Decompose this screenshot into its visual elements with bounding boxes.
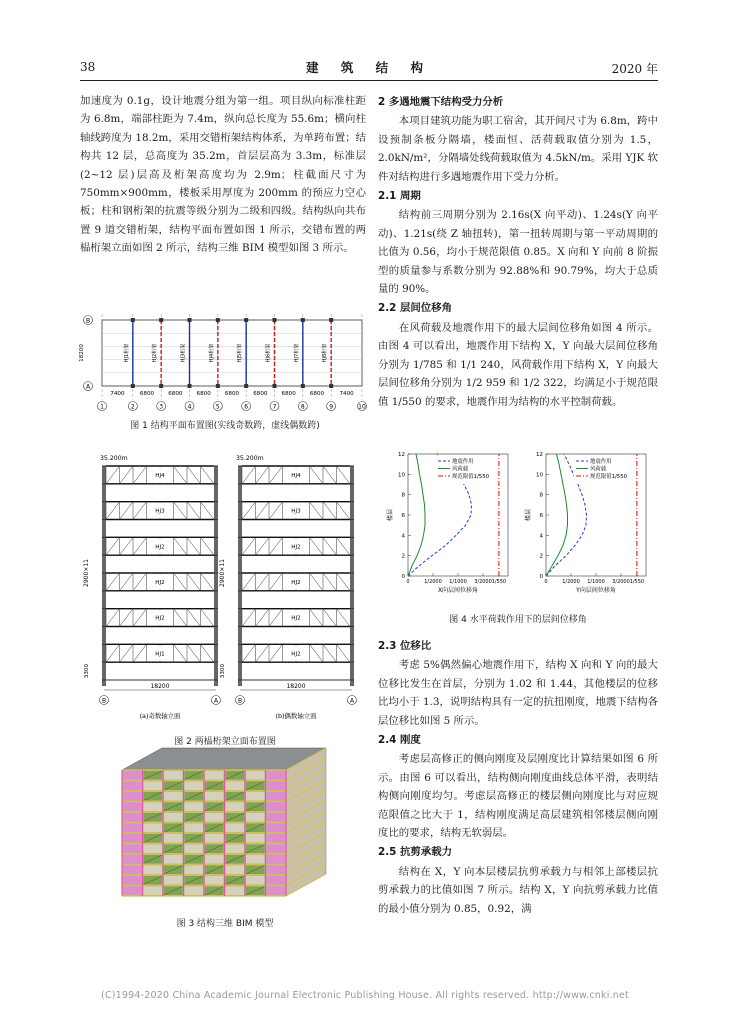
model-bay-panel bbox=[144, 824, 163, 833]
truss-diagonal bbox=[256, 644, 270, 662]
y-tick-label: 10 bbox=[398, 472, 405, 479]
legend-label: 风荷载 bbox=[452, 466, 469, 473]
column-mark bbox=[273, 318, 277, 322]
page-number: 38 bbox=[80, 60, 96, 74]
truss-diagonal bbox=[337, 502, 351, 520]
elevation-column bbox=[102, 466, 106, 686]
truss-diagonal bbox=[242, 573, 256, 591]
model-bay-panel bbox=[164, 855, 183, 864]
model-bay-panel bbox=[267, 824, 286, 833]
truss-diagonal bbox=[310, 537, 324, 555]
column-mark bbox=[244, 318, 248, 322]
truss-label: HJ8桁架 bbox=[322, 343, 329, 363]
column-mark bbox=[329, 318, 333, 322]
model-bay-panel bbox=[123, 887, 142, 896]
y-tick-label: 0 bbox=[401, 574, 405, 580]
truss-diagonal bbox=[337, 573, 351, 591]
span-dimension: 6800 bbox=[281, 391, 296, 397]
column-mark bbox=[301, 318, 305, 322]
model-bay-panel bbox=[205, 771, 224, 780]
model-bay-panel bbox=[246, 792, 265, 801]
truss-diagonal bbox=[120, 537, 134, 555]
model-bay-panel bbox=[246, 813, 265, 822]
axis-number: 1 bbox=[100, 403, 104, 411]
column-mark bbox=[301, 384, 305, 388]
truss-id-label: HJ3 bbox=[155, 508, 165, 515]
truss-diagonal bbox=[106, 466, 120, 484]
model-bay-panel bbox=[123, 876, 142, 885]
truss-diagonal bbox=[201, 466, 215, 484]
model-bay-panel bbox=[226, 824, 245, 833]
truss-diagonal bbox=[323, 573, 337, 591]
paragraph: 加速度为 0.1g，设计地震分组为第一组。项目纵向标准柱距为 6.8m，端部柱距为 7.4m，纵向总长度为 55.6m；横向柱轴线跨度为 18.2m，采用交错桁架结构体系，为单跨布置；结构共 12 层，总高度为 35.2m，首层层高为 3.3m，标准层(2~12 层)层高及桁架高度均为 2.9m；柱截面尺寸为 750mm×900mm，楼板采用厚度为 200mm 的预应力空心板；柱和钢桁架的抗震等级分别为二级和四级。结构纵向共布置 9 道交错桁架，结构平面布置如图 1 所示，交错布置的两榀桁架立面如图 2 所示，结构三维 BIM 模型如图 3 所示。 bbox=[80, 95, 366, 255]
span-dimension: 6800 bbox=[253, 391, 268, 397]
legend-label: 风荷载 bbox=[590, 466, 607, 473]
truss-diagonal bbox=[269, 609, 283, 627]
truss-diagonal bbox=[310, 573, 324, 591]
model-bay-panel bbox=[267, 782, 286, 791]
truss-diagonal bbox=[133, 609, 147, 627]
figure-3-bim-model bbox=[110, 754, 340, 906]
axis-number: 2 bbox=[130, 403, 135, 411]
truss-diagonal bbox=[201, 573, 215, 591]
right-column-top bbox=[378, 92, 658, 411]
truss-id-label: HJ4 bbox=[155, 472, 165, 479]
truss-id-label: HJ2 bbox=[291, 544, 301, 551]
span-dimension: 6800 bbox=[196, 391, 211, 397]
figure-2-caption: 图 2 两榀桁架立面布置图 bbox=[174, 737, 276, 747]
elevation-top-label: 35.200m bbox=[236, 455, 264, 462]
truss-diagonal bbox=[323, 644, 337, 662]
x-axis-label: Y向层间位移角 bbox=[576, 587, 616, 594]
y-tick-label: 8 bbox=[539, 492, 543, 499]
x-tick-label: 0 bbox=[544, 579, 548, 585]
truss-diagonal bbox=[256, 537, 270, 555]
truss-diagonal bbox=[323, 537, 337, 555]
truss-diagonal bbox=[174, 466, 188, 484]
truss-diagonal bbox=[256, 609, 270, 627]
right-column-bottom bbox=[378, 636, 658, 918]
truss-diagonal bbox=[120, 466, 134, 484]
elevation-column bbox=[238, 466, 242, 686]
model-bay-panel bbox=[185, 866, 204, 875]
x-tick-label: 1/550 bbox=[629, 579, 645, 585]
elevation-subcaption: (a)奇数轴立面 bbox=[139, 712, 181, 720]
elevation-subcaption: (b)偶数轴立面 bbox=[275, 712, 317, 720]
truss-id-label: HJ2 bbox=[155, 579, 165, 586]
model-bay-panel bbox=[164, 876, 183, 885]
truss-diagonal bbox=[242, 644, 256, 662]
truss-diagonal bbox=[187, 644, 201, 662]
axis-number: 9 bbox=[329, 403, 334, 411]
model-bay-panel bbox=[164, 792, 183, 801]
truss-diagonal bbox=[201, 502, 215, 520]
model-bay-panel bbox=[123, 771, 142, 780]
model-bay-panel bbox=[226, 866, 245, 875]
x-tick-label: 1/1000 bbox=[587, 579, 605, 585]
column-mark bbox=[131, 318, 135, 322]
truss-diagonal bbox=[242, 609, 256, 627]
y-tick-label: 12 bbox=[536, 452, 543, 458]
span-dimension: 6800 bbox=[168, 391, 183, 397]
truss-diagonal bbox=[187, 537, 201, 555]
truss-id-label: HJ2 bbox=[291, 615, 301, 622]
model-bay-panel bbox=[205, 792, 224, 801]
column-mark bbox=[131, 384, 135, 388]
truss-diagonal bbox=[269, 466, 283, 484]
model-bay-panel bbox=[205, 855, 224, 864]
x-tick-label: 1/2000 bbox=[562, 579, 580, 585]
model-bay-panel bbox=[123, 813, 142, 822]
model-bay-panel bbox=[205, 813, 224, 822]
model-bay-panel bbox=[246, 771, 265, 780]
truss-diagonal bbox=[337, 466, 351, 484]
y-tick-label: 4 bbox=[539, 533, 543, 540]
elevation-side-dim: 2900×11 bbox=[219, 559, 226, 587]
model-bay-panel bbox=[123, 866, 142, 875]
model-bay-panel bbox=[123, 834, 142, 843]
truss-label: HJ7桁架 bbox=[293, 343, 300, 363]
x-tick-label: 0 bbox=[406, 579, 410, 585]
truss-diagonal bbox=[269, 573, 283, 591]
elevation-column bbox=[350, 466, 354, 686]
model-bay-panel bbox=[226, 887, 245, 896]
model-bay-panel bbox=[144, 887, 163, 896]
truss-diagonal bbox=[269, 537, 283, 555]
section-heading: 2 多遇地震下结构受力分析 bbox=[378, 96, 504, 108]
truss-diagonal bbox=[337, 644, 351, 662]
y-axis-label: 楼层 bbox=[525, 508, 532, 522]
left-column bbox=[80, 92, 366, 258]
paragraph: 本项目建筑功能为职工宿舍，其开间尺寸为 6.8m，跨中设预制条板分隔墙，楼面恒、活荷载取值分别为 1.5，2.0kN/m²，分隔墙处线荷载取值为 4.5kN/m。采用 YJK 软件对结构进行多遇地震作用下受力分析。 bbox=[378, 115, 658, 183]
paragraph: 结构在 X，Y 向本层楼层抗剪承载力与相邻上部楼层抗剪承载力的比值如图 7 所示。结构 X，Y 向抗剪承载力比值的最小值分别为 0.85，0.92，满 bbox=[378, 865, 658, 915]
model-bay-panel bbox=[164, 771, 183, 780]
model-bay-panel bbox=[267, 855, 286, 864]
model-bay-panel bbox=[246, 834, 265, 843]
truss-diagonal bbox=[133, 466, 147, 484]
y-tick-label: 2 bbox=[539, 553, 543, 560]
model-bay-panel bbox=[144, 782, 163, 791]
column-mark bbox=[188, 384, 192, 388]
x-tick-label: 1/550 bbox=[491, 579, 507, 585]
truss-diagonal bbox=[106, 537, 120, 555]
legend-label: 规范限值1/550 bbox=[452, 474, 490, 480]
truss-label: HJ5桁架 bbox=[237, 343, 244, 363]
truss-diagonal bbox=[256, 573, 270, 591]
truss-diagonal bbox=[242, 537, 256, 555]
truss-label: HJ2桁架 bbox=[152, 343, 159, 363]
axis-letter: B bbox=[237, 697, 243, 705]
model-bay-panel bbox=[123, 792, 142, 801]
truss-diagonal bbox=[174, 502, 188, 520]
truss-diagonal bbox=[310, 466, 324, 484]
truss-diagonal bbox=[323, 609, 337, 627]
legend-label: 规范限值1/550 bbox=[590, 474, 628, 480]
truss-diagonal bbox=[120, 644, 134, 662]
axis-number: 8 bbox=[300, 403, 305, 411]
paragraph: 考虑层高修正的侧向刚度及层刚度比计算结果如图 6 所示。由图 6 可以看出，结构侧向刚度曲线总体平滑，表明结构侧向刚度均匀。考虑层高修正的楼层侧向刚度比与对应规范限值之比大于 1，结构刚度满足高层建筑相邻楼层侧向刚度比的要求，结构无软弱层。 bbox=[378, 753, 658, 840]
elevation-side-dim: 2900×11 bbox=[83, 559, 90, 587]
truss-diagonal bbox=[201, 537, 215, 555]
column-mark bbox=[273, 384, 277, 388]
model-bay-panel bbox=[185, 845, 204, 854]
model-bay-panel bbox=[267, 792, 286, 801]
truss-diagonal bbox=[133, 537, 147, 555]
truss-diagonal bbox=[187, 573, 201, 591]
truss-diagonal bbox=[174, 644, 188, 662]
model-bay-panel bbox=[185, 782, 204, 791]
paragraph: 考虑 5%偶然偏心地震作用下，结构 X 向和 Y 向的最大位移比发生在首层，分别为 1.02 和 1.44，其他楼层的位移比均小于 1.3，说明结构具有一定的抗扭刚度，地震下结构各层位移比如图 5 所示。 bbox=[378, 659, 658, 727]
truss-diagonal bbox=[187, 502, 201, 520]
legend-label: 地震作用 bbox=[452, 459, 474, 465]
header-rule bbox=[80, 80, 658, 81]
truss-id-label: HJ3 bbox=[291, 508, 301, 515]
truss-diagonal bbox=[120, 609, 134, 627]
row-label: B bbox=[85, 317, 91, 325]
y-tick-label: 8 bbox=[401, 492, 405, 499]
model-bay-panel bbox=[164, 813, 183, 822]
y-tick-label: 4 bbox=[401, 533, 405, 540]
model-bay-panel bbox=[267, 813, 286, 822]
column-mark bbox=[216, 384, 220, 388]
span-dimension: 7400 bbox=[110, 391, 125, 397]
truss-diagonal bbox=[337, 609, 351, 627]
legend-label: 地震作用 bbox=[590, 459, 612, 465]
column-mark bbox=[216, 318, 220, 322]
truss-label: HJ3桁架 bbox=[180, 343, 187, 363]
x-tick-label: 3/2000 bbox=[474, 579, 492, 585]
truss-diagonal bbox=[323, 466, 337, 484]
elevation-base-dim: 3300 bbox=[84, 663, 90, 679]
model-bay-panel bbox=[246, 876, 265, 885]
paragraph: 在风荷载及地震作用下的最大层间位移角如图 4 所示。由图 4 可以看出，地震作用下结构 X，Y 向最大层间位移角分别为 1/785 和 1/1 240，风荷载作用下结构 X，Y 向最大层间位移角分别为 1/2 959 和 1/2 322，均满足小于规范限值 1/550 的要求，地震作用为结构的水平控制荷载。 bbox=[378, 321, 658, 408]
model-bay-panel bbox=[267, 876, 286, 885]
truss-id-label: HJ2 bbox=[155, 615, 165, 622]
column-mark bbox=[244, 384, 248, 388]
truss-diagonal bbox=[269, 502, 283, 520]
section-heading: 2.1 周期 bbox=[378, 190, 421, 203]
section-heading: 2.4 刚度 bbox=[378, 734, 421, 747]
model-bay-panel bbox=[123, 782, 142, 791]
truss-diagonal bbox=[201, 609, 215, 627]
truss-diagonal bbox=[133, 644, 147, 662]
model-bay-panel bbox=[267, 834, 286, 843]
model-bay-panel bbox=[205, 834, 224, 843]
truss-diagonal bbox=[201, 644, 215, 662]
y-tick-label: 12 bbox=[398, 452, 405, 458]
x-axis-label: X向层间位移角 bbox=[437, 587, 479, 594]
axis-number: 4 bbox=[187, 403, 192, 411]
model-bay-panel bbox=[123, 824, 142, 833]
truss-diagonal bbox=[106, 609, 120, 627]
truss-label: HJ4桁架 bbox=[208, 343, 215, 363]
elevation-column bbox=[214, 466, 218, 686]
truss-diagonal bbox=[106, 573, 120, 591]
truss-diagonal bbox=[120, 573, 134, 591]
column-mark bbox=[159, 318, 163, 322]
axis-letter: A bbox=[213, 697, 219, 705]
truss-diagonal bbox=[242, 502, 256, 520]
section-heading: 2.3 位移比 bbox=[378, 640, 432, 652]
journal-year: 2020 年 bbox=[611, 62, 658, 76]
truss-diagonal bbox=[174, 609, 188, 627]
truss-diagonal bbox=[256, 466, 270, 484]
y-tick-label: 6 bbox=[539, 513, 543, 519]
truss-diagonal bbox=[133, 573, 147, 591]
width-dimension: 18200 bbox=[79, 344, 85, 362]
column-mark bbox=[159, 384, 163, 388]
model-bay-panel bbox=[205, 876, 224, 885]
x-tick-label: 3/2000 bbox=[612, 579, 630, 585]
model-bay-panel bbox=[267, 845, 286, 854]
truss-diagonal bbox=[106, 502, 120, 520]
figure-4-caption: 图 4 水平荷载作用下的层间位移角 bbox=[449, 615, 587, 625]
figure-4-charts bbox=[378, 446, 658, 604]
truss-diagonal bbox=[242, 466, 256, 484]
journal-title: 建 筑 结 构 bbox=[305, 60, 433, 75]
truss-id-label: HJ1 bbox=[155, 651, 165, 658]
truss-diagonal bbox=[106, 644, 120, 662]
x-tick-label: 1/1000 bbox=[449, 579, 467, 585]
model-bay-panel bbox=[226, 845, 245, 854]
y-tick-label: 6 bbox=[401, 513, 405, 519]
model-bay-panel bbox=[185, 887, 204, 896]
axis-letter: A bbox=[349, 697, 355, 705]
truss-diagonal bbox=[174, 537, 188, 555]
model-bay-panel bbox=[144, 845, 163, 854]
figure-1-caption: 图 1 结构平面布置图(实线奇数跨，虚线偶数跨) bbox=[130, 421, 320, 431]
span-dimension: 6800 bbox=[224, 391, 240, 397]
model-bay-panel bbox=[185, 824, 204, 833]
truss-diagonal bbox=[310, 502, 324, 520]
truss-diagonal bbox=[120, 502, 134, 520]
span-dimension: 6800 bbox=[139, 391, 155, 397]
y-tick-label: 10 bbox=[536, 472, 543, 479]
width-dimension: 18200 bbox=[150, 683, 170, 690]
truss-label: HJ1桁架 bbox=[123, 343, 130, 363]
column-mark bbox=[329, 384, 333, 388]
axis-number: 6 bbox=[244, 403, 249, 411]
model-bay-panel bbox=[226, 803, 245, 812]
model-bay-panel bbox=[123, 845, 142, 854]
row-label: A bbox=[85, 383, 91, 391]
model-bay-panel bbox=[123, 803, 142, 812]
model-bay-panel bbox=[144, 803, 163, 812]
figure-2-elevations bbox=[80, 452, 370, 730]
model-bay-panel bbox=[123, 855, 142, 864]
axis-number: 5 bbox=[215, 403, 220, 411]
model-bay-panel bbox=[267, 866, 286, 875]
copyright-footer: (C)1994-2020 China Academic Journal Electronic Publishing House. All rights reserved. http://www.cnki.net bbox=[101, 990, 629, 1001]
truss-diagonal bbox=[256, 502, 270, 520]
truss-diagonal bbox=[187, 466, 201, 484]
axis-number: 3 bbox=[159, 403, 164, 411]
elevation-top-label: 35.200m bbox=[100, 455, 128, 462]
truss-id-label: HJ2 bbox=[291, 651, 301, 658]
y-tick-label: 0 bbox=[539, 574, 543, 580]
span-dimension: 7400 bbox=[339, 391, 354, 397]
model-bay-panel bbox=[226, 782, 245, 791]
truss-diagonal bbox=[337, 537, 351, 555]
model-bay-panel bbox=[267, 803, 286, 812]
page-header bbox=[80, 58, 658, 78]
model-bay-panel bbox=[267, 771, 286, 780]
figure-1-plan bbox=[80, 306, 370, 414]
column-mark bbox=[188, 318, 192, 322]
model-bay-panel bbox=[185, 803, 204, 812]
truss-diagonal bbox=[133, 502, 147, 520]
truss-id-label: HJ2 bbox=[291, 579, 301, 586]
span-dimension: 6800 bbox=[309, 391, 325, 397]
section-heading: 2.2 层间位移角 bbox=[378, 302, 452, 315]
truss-diagonal bbox=[187, 609, 201, 627]
truss-diagonal bbox=[269, 644, 283, 662]
width-dimension: 18200 bbox=[286, 683, 306, 690]
axis-number: 10 bbox=[358, 403, 366, 411]
truss-diagonal bbox=[310, 644, 324, 662]
truss-diagonal bbox=[323, 502, 337, 520]
figure-3-caption: 图 3 结构三维 BIM 模型 bbox=[176, 919, 274, 929]
section-heading: 2.5 抗剪承载力 bbox=[378, 846, 452, 859]
y-axis-label: 楼层 bbox=[387, 508, 394, 522]
model-bay-panel bbox=[164, 834, 183, 843]
model-bay-panel bbox=[246, 855, 265, 864]
model-bay-panel bbox=[144, 866, 163, 875]
truss-id-label: HJ4 bbox=[291, 472, 301, 479]
axis-letter: B bbox=[101, 697, 107, 705]
axis-number: 7 bbox=[272, 403, 277, 411]
truss-label: HJ6桁架 bbox=[265, 343, 272, 363]
paragraph: 结构前三周期分别为 2.16s(X 向平动)、1.24s(Y 向平动)、1.21s(绕 Z 轴扭转)，第一扭转周期与第一平动周期的比值为 0.56，均小于规范限值 0.85。X 向和 Y 向前 8 阶振型的质量参与系数分别为 92.88%和 90.79%，均大于总质量的 90%。 bbox=[378, 209, 658, 296]
truss-diagonal bbox=[174, 573, 188, 591]
truss-diagonal bbox=[310, 609, 324, 627]
y-tick-label: 2 bbox=[401, 553, 405, 560]
elevation-base-dim: 3300 bbox=[220, 663, 226, 679]
x-tick-label: 1/2000 bbox=[424, 579, 442, 585]
truss-id-label: HJ2 bbox=[155, 544, 165, 551]
model-bay-panel bbox=[267, 887, 286, 896]
